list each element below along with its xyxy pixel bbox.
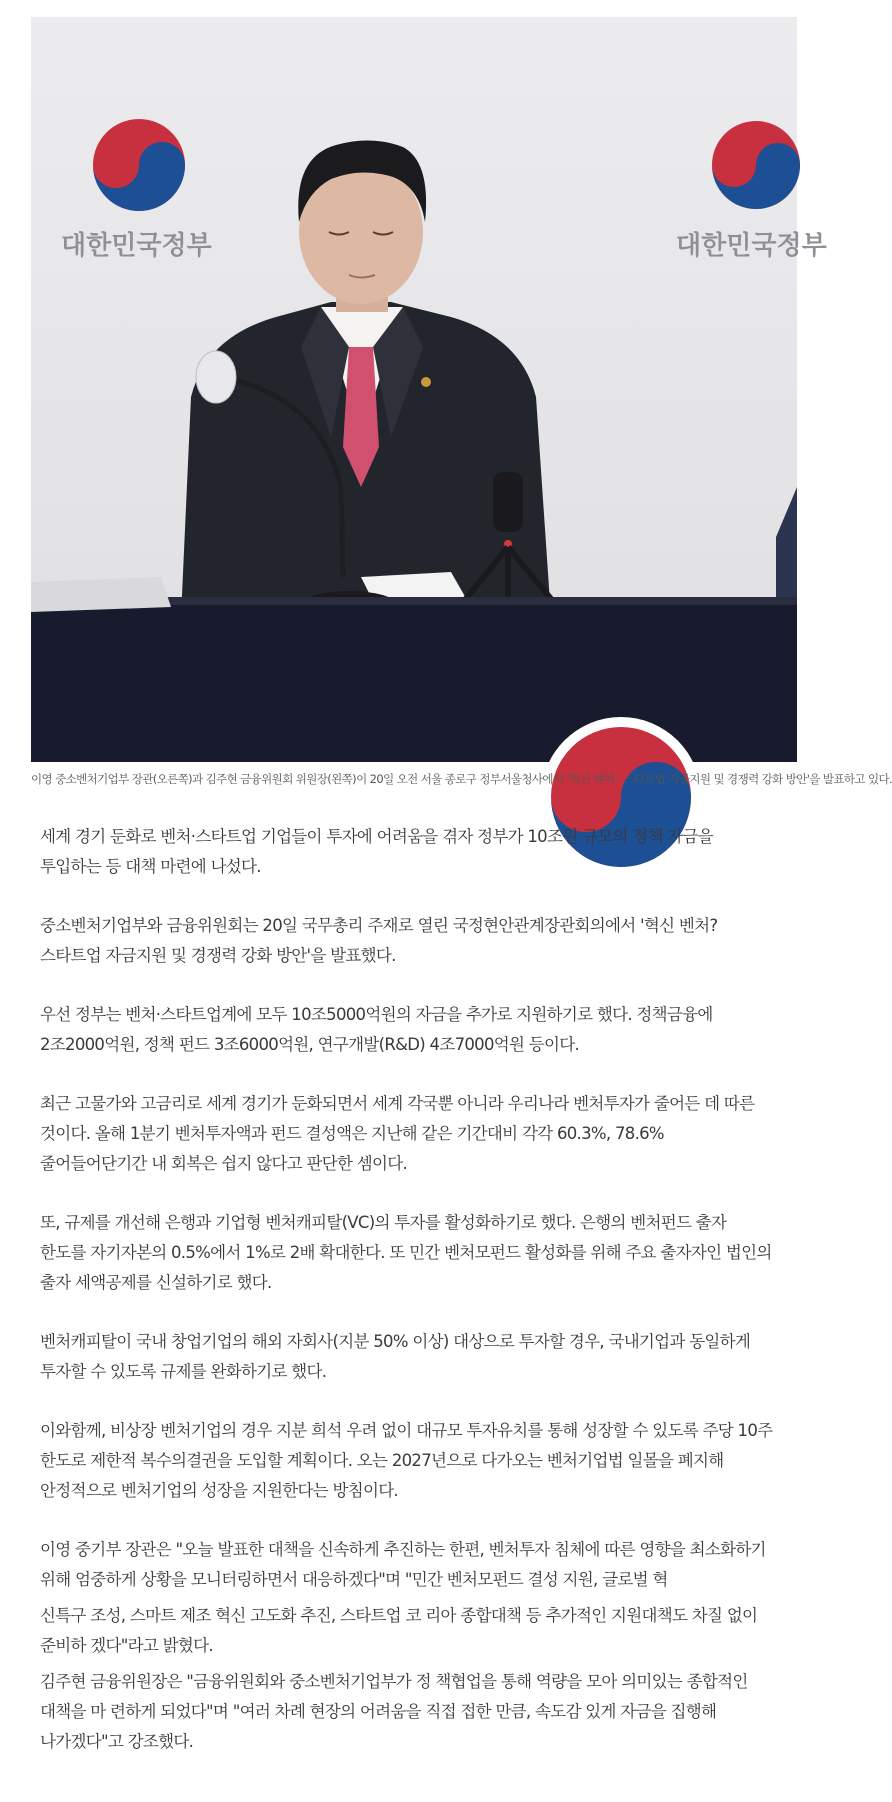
article-paragraph: 이영 중기부 장관은 "오늘 발표한 대책을 신속하게 추진하는 한편, 벤처투자 침체에 따른 영향을 최소화하기 위해 엄중하게 상황을 모니터링하면서 대응하겠다"며 "민간 벤처모펀드 결성 지원, 글로벌 혁: [40, 1540, 766, 1589]
article-body: [40, 822, 775, 1757]
article-paragraph: 세계 경기 둔화로 벤처·스타트업 기업들이 투자에 어려움을 겪자 정부가 10조원 규모의 정책 자금을 투입하는 등 대책 마련에 나섰다.: [40, 827, 713, 876]
government-logo-left: [93, 119, 185, 211]
article-paragraph: 벤처캐피탈이 국내 창업기업의 해외 자회사(지분 50% 이상) 대상으로 투자할 경우, 국내기업과 동일하게 투자할 수 있도록 규제를 완화하기로 했다.: [40, 1332, 751, 1381]
backdrop-text-right: 대한민국정부: [676, 231, 827, 261]
article-paragraph: 김주현 금융위원장은 "금융위원회와 중소벤처기업부가 정 책협업을 통해 역량을 모아 의미있는 종합적인 대책을 마 련하게 되었다"며 "여러 차례 현장의 어려움을 직접 접한 만큼, 속도감 있게 자금을 집행해 나가겠다"고 강조했다.: [40, 1672, 748, 1751]
government-logo-right: [712, 121, 800, 209]
article-paragraph: 우선 정부는 벤처·스타트업계에 모두 10조5000억원의 자금을 추가로 지원하기로 했다. 정책금융에 2조2000억원, 정책 펀드 3조6000억원, 연구개발(R&D) 4조7000억원 등이다.: [40, 1005, 713, 1054]
article-paragraph: 최근 고물가와 고금리로 세계 경기가 둔화되면서 세계 각국뿐 아니라 우리나라 벤처투자가 줄어든 데 따른 것이다. 올해 1분기 벤처투자액과 펀드 결성액은 지난해 같은 기간대비 각각 60.3%, 78.6% 줄어들어단기간 내 회복은 쉽지 않다고 판단한 셈이다.: [40, 1094, 755, 1173]
backdrop-text-left: 대한민국정부: [61, 231, 212, 261]
papers-left: [31, 577, 171, 612]
press-briefing-photo: [31, 17, 827, 762]
article-paragraph: 중소벤처기업부와 금융위원회는 20일 국무총리 주재로 열린 국정현안관계장관회의에서 '혁신 벤처?스타트업 자금지원 및 경쟁력 강화 방안'을 발표했다.: [40, 916, 718, 965]
article-photo: [31, 17, 827, 762]
press-table: [31, 603, 797, 762]
photo-caption: 이영 중소벤처기업부 장관(오른쪽)과 김주현 금융위원회 위원장(왼쪽)이 20일 오전 서울 종로구 정부서울청사에서 '혁신 벤처 · 스타트업 자금지원 및 경쟁력 강화 방안'을 발표하고 있다.: [31, 772, 892, 786]
article-paragraph: 신특구 조성, 스마트 제조 혁신 고도화 추진, 스타트업 코 리아 종합대책 등 추가적인 지원대책도 차질 없이 준비하 겠다"라고 밝혔다.: [40, 1606, 758, 1655]
article-paragraph: 이와함께, 비상장 벤처기업의 경우 지분 희석 우려 없이 대규모 투자유치를 통해 성장할 수 있도록 주당 10주 한도로 제한적 복수의결권을 도입할 계획이다. 오는 2027년으로 다가오는 벤처기업법 일몰을 폐지해 안정적으로 벤처기업의 성장을 지원한다는 방침이다.: [40, 1421, 773, 1500]
article-paragraph: 또, 규제를 개선해 은행과 기업형 벤처캐피탈(VC)의 투자를 활성화하기로 했다. 은행의 벤처펀드 출자 한도를 자기자본의 0.5%에서 1%로 2배 확대한다. 또 민간 벤처모펀드 활성화를 위해 주요 출자자인 법인의 출자 세액공제를 신설하기로 했다.: [40, 1213, 772, 1292]
